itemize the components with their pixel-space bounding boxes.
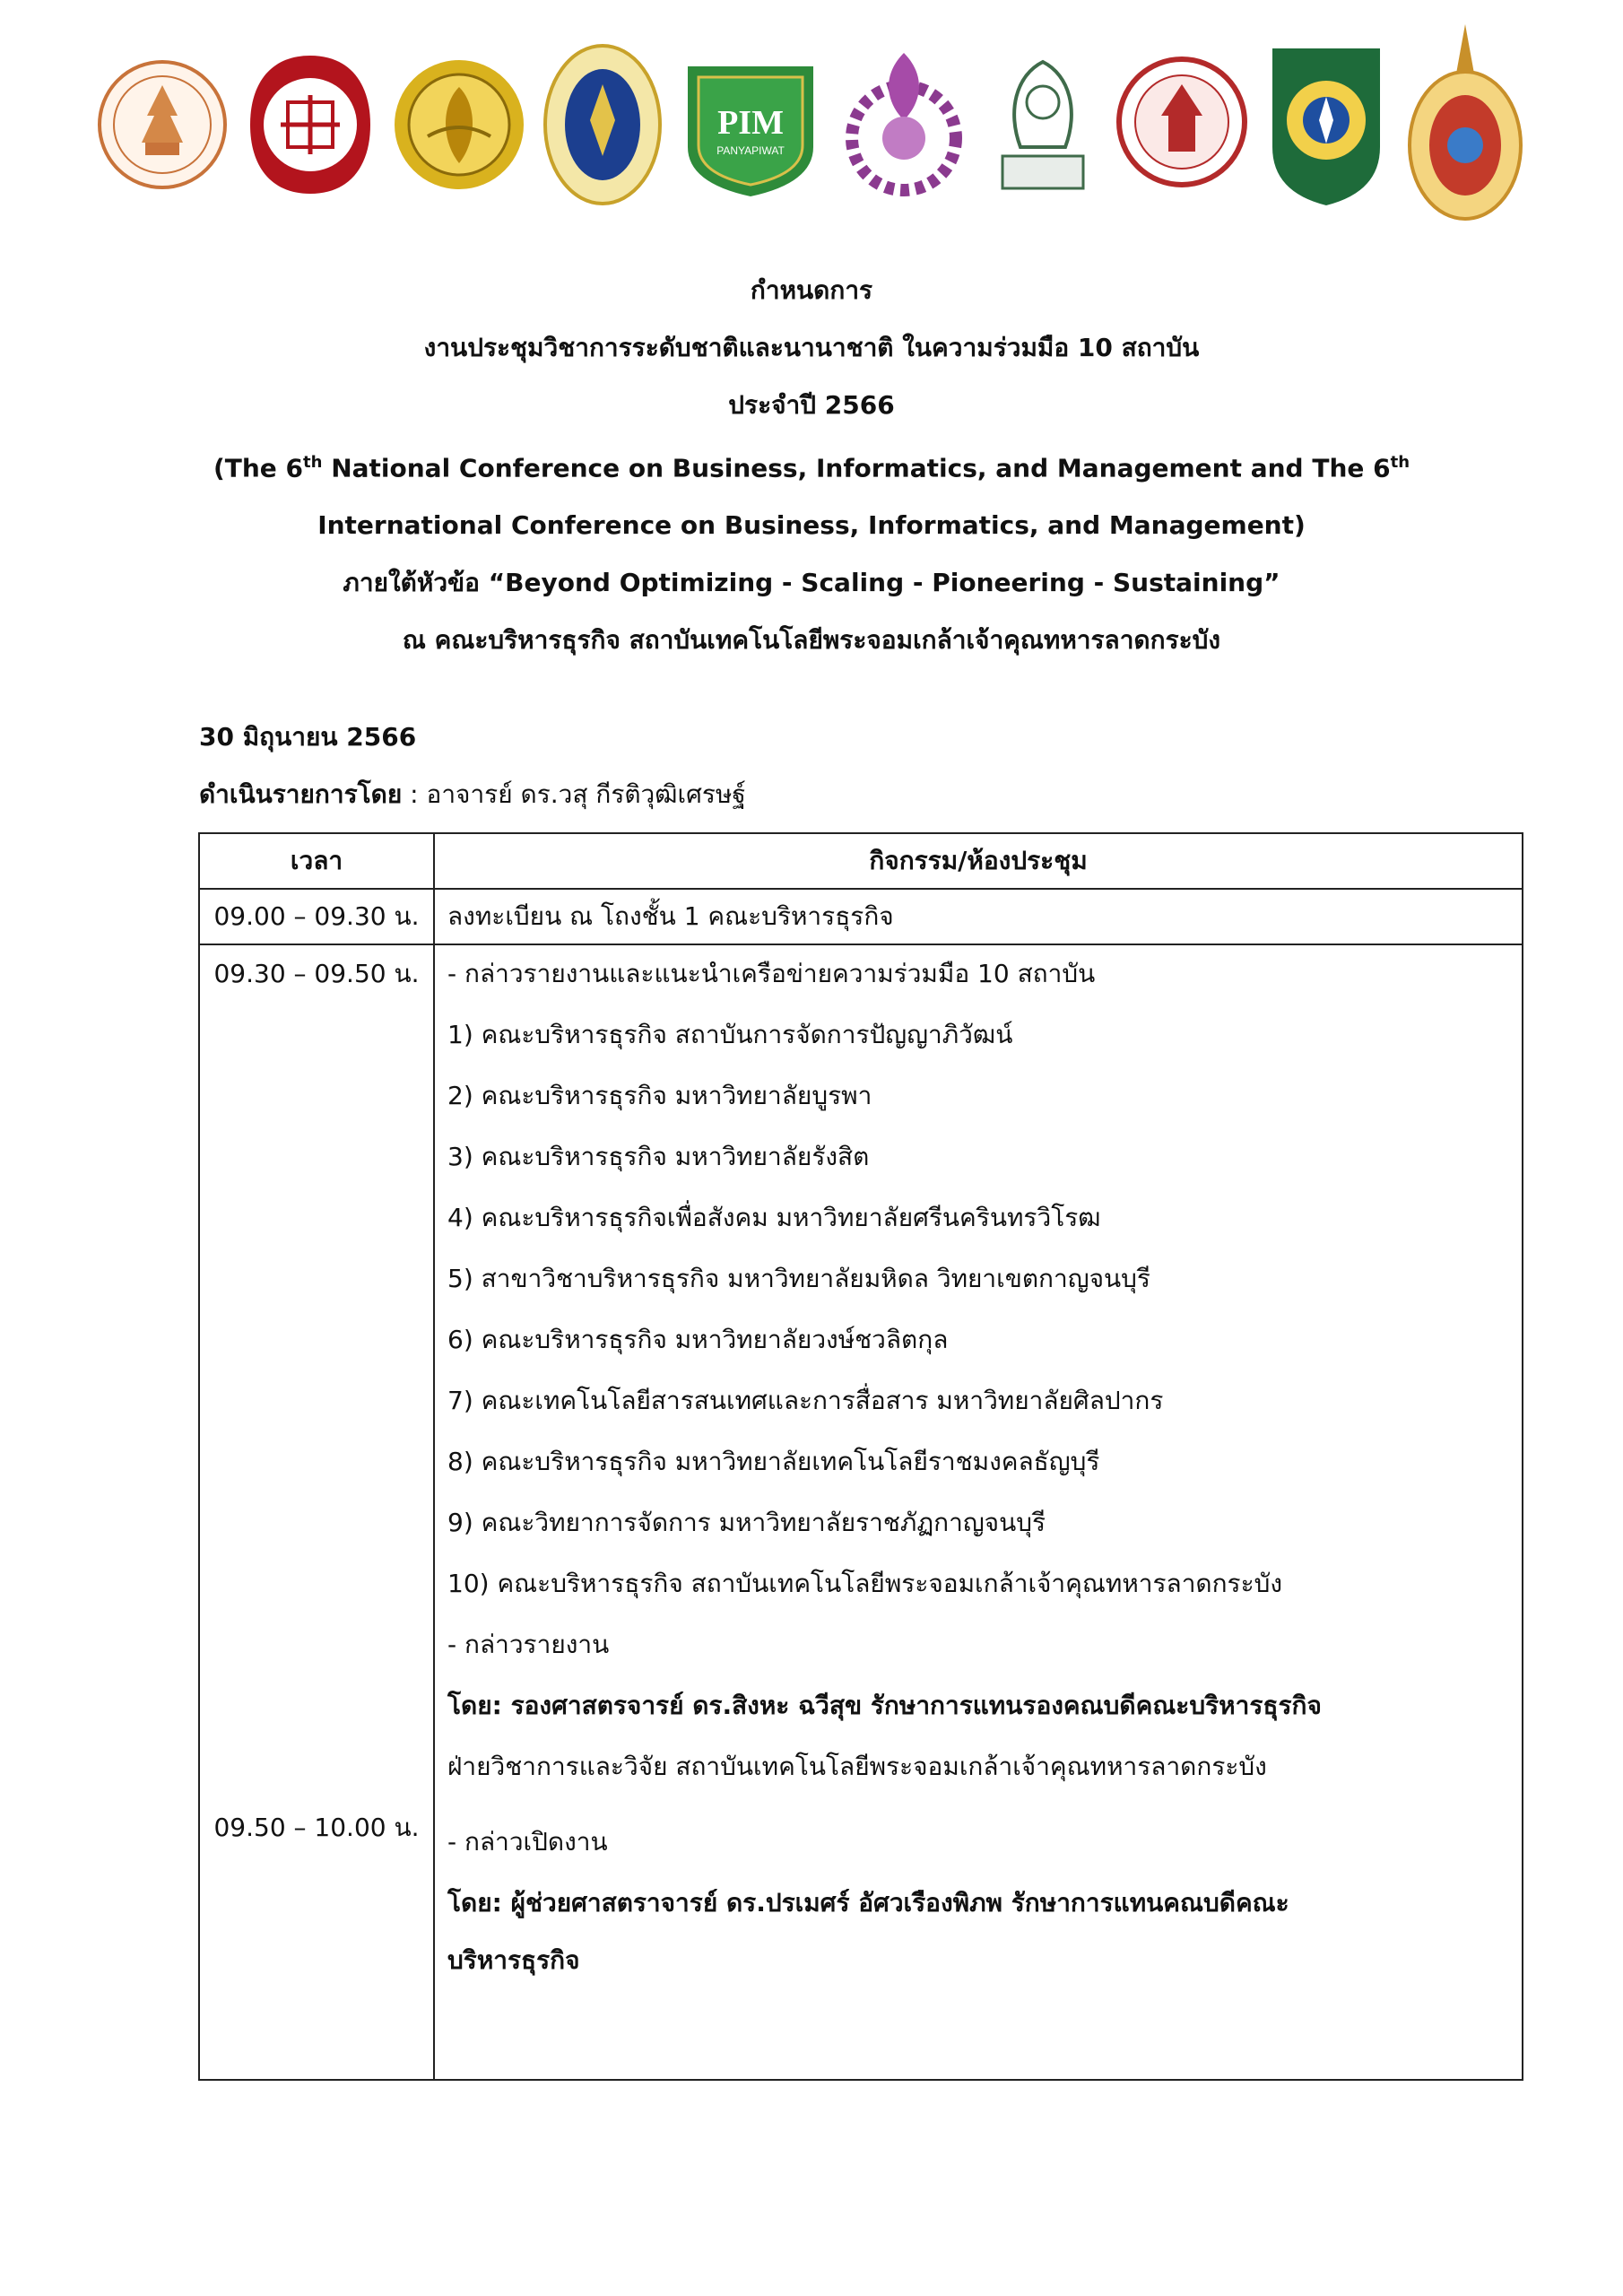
activity-cell (434, 944, 1523, 2080)
table-row (199, 889, 1523, 944)
time-cell: 09.00 – 09.30 น. (199, 889, 434, 944)
agenda-title: กำหนดการ (750, 275, 873, 305)
institution-item: 4) คณะบริหารธุรกิจเพื่อสังคม มหาวิทยาลัยศรีนครินทรวิโรฒ (447, 1203, 1101, 1232)
institution-item: 3) คณะบริหารธุรกิจ มหาวิทยาลัยรังสิต (447, 1142, 870, 1171)
mahidol-logo (540, 39, 665, 210)
event-date: 30 มิถุนายน 2566 (199, 722, 417, 752)
time-cell (199, 944, 434, 2080)
report-speaker: โดย: รองศาสตรจารย์ ดร.สิงหะ ฉวีสุข รักษาการแทนรองคณบดีคณะบริหารธุรกิจ (447, 1691, 1322, 1720)
document-header (135, 262, 1488, 669)
institution-item: 7) คณะเทคโนโลยีสารสนเทศและการสื่อสาร มหาวิทยาลัยศิลปากร (447, 1386, 1164, 1415)
column-header-activity: กิจกรรม/ห้องประชุม (434, 833, 1523, 889)
kmitl-seal-logo (95, 53, 230, 196)
time-spacer (213, 1006, 421, 1799)
rmutt-logo (1402, 20, 1528, 230)
vru-logo (1115, 48, 1249, 201)
conference-title-english-2: International Conference on Business, Informatics, and Management) (317, 510, 1306, 541)
institution-item: 6) คณะบริหารธุรกิจ มหาวิทยาลัยวงษ์ชวลิตกุล (447, 1325, 949, 1354)
institution-item: 10) คณะบริหารธุรกิจ สถาบันเทคโนโลยีพระจอมเกล้าเจ้าคุณทหารลาดกระบัง (447, 1569, 1283, 1598)
svg-text:PANYAPIWAT: PANYAPIWAT (716, 144, 785, 157)
table-header-row (199, 833, 1523, 889)
opening-label: - กล่าวเปิดงาน (447, 1827, 608, 1857)
buu-logo (392, 51, 526, 199)
rsu-logo (837, 35, 971, 214)
moderator-label: ดำเนินรายการโดย (199, 779, 403, 809)
institution-list (447, 1006, 1509, 1616)
conference-theme: ภายใต้หัวข้อ “Beyond Optimizing - Scaling - Pioneering - Sustaining” (343, 568, 1280, 598)
institution-item: 9) คณะวิทยาการจัดการ มหาวิทยาลัยราชภัฏกาญจนบุรี (447, 1508, 1046, 1537)
swu-logo (243, 48, 378, 201)
partner-logos (95, 13, 1528, 237)
report-intro: - กล่าวรายงานและแนะนำเครือข่ายความร่วมมือ 10 สถาบัน (447, 959, 1096, 988)
opening-speaker: โดย: ผู้ช่วยศาสตราจารย์ ดร.ปรเมศร์ อัศวเรืองพิภพ รักษาการแทนคณบดีคณะบริหารธุรกิจ (447, 1888, 1289, 1975)
agenda-meta (199, 709, 746, 823)
conference-title-thai: งานประชุมวิชาการระดับชาติและนานาชาติ ในความร่วมมือ 10 สถาบัน (423, 333, 1200, 362)
conference-venue: ณ คณะบริหารธุรกิจ สถาบันเทคโนโลยีพระจอมเกล้าเจ้าคุณทหารลาดกระบัง (402, 625, 1221, 656)
institution-item: 2) คณะบริหารธุรกิจ มหาวิทยาลัยบูรพา (447, 1081, 872, 1110)
silpakorn-logo (985, 48, 1101, 201)
table-row (199, 944, 1523, 2080)
moderator-line (199, 766, 746, 823)
report-label: - กล่าวรายงาน (447, 1630, 610, 1659)
time-slot-opening-report: 09.30 – 09.50 น. (213, 959, 420, 988)
institution-item: 8) คณะบริหารธุรกิจ มหาวิทยาลัยเทคโนโลยีราชมงคลธัญบุรี (447, 1447, 1100, 1476)
report-speaker-department: ฝ่ายวิชาการและวิจัย สถาบันเทคโนโลยีพระจอมเกล้าเจ้าคุณทหารลาดกระบัง (447, 1752, 1267, 1781)
kru-logo (1263, 39, 1389, 210)
conference-title-english-1: (The 6th National Conference on Business, Informatics, and Management and The 6th (213, 453, 1410, 483)
moderator-name: : อาจารย์ ดร.วสุ กีรติวุฒิเศรษฐ์ (402, 779, 746, 809)
time-slot-opening-speech: 09.50 – 10.00 น. (213, 1813, 420, 1842)
pim-logo (679, 48, 822, 201)
column-header-time: เวลา (199, 833, 434, 889)
schedule-table (198, 832, 1523, 2081)
institution-item: 5) สาขาวิชาบริหารธุรกิจ มหาวิทยาลัยมหิดล วิทยาเขตกาญจนบุรี (447, 1264, 1150, 1293)
svg-text:PIM: PIM (717, 104, 785, 142)
activity-cell: ลงทะเบียน ณ โถงชั้น 1 คณะบริหารธุรกิจ (434, 889, 1523, 944)
conference-year: ประจำปี 2566 (728, 390, 895, 420)
institution-item: 1) คณะบริหารธุรกิจ สถาบันการจัดการปัญญาภิวัฒน์ (447, 1020, 1013, 1049)
